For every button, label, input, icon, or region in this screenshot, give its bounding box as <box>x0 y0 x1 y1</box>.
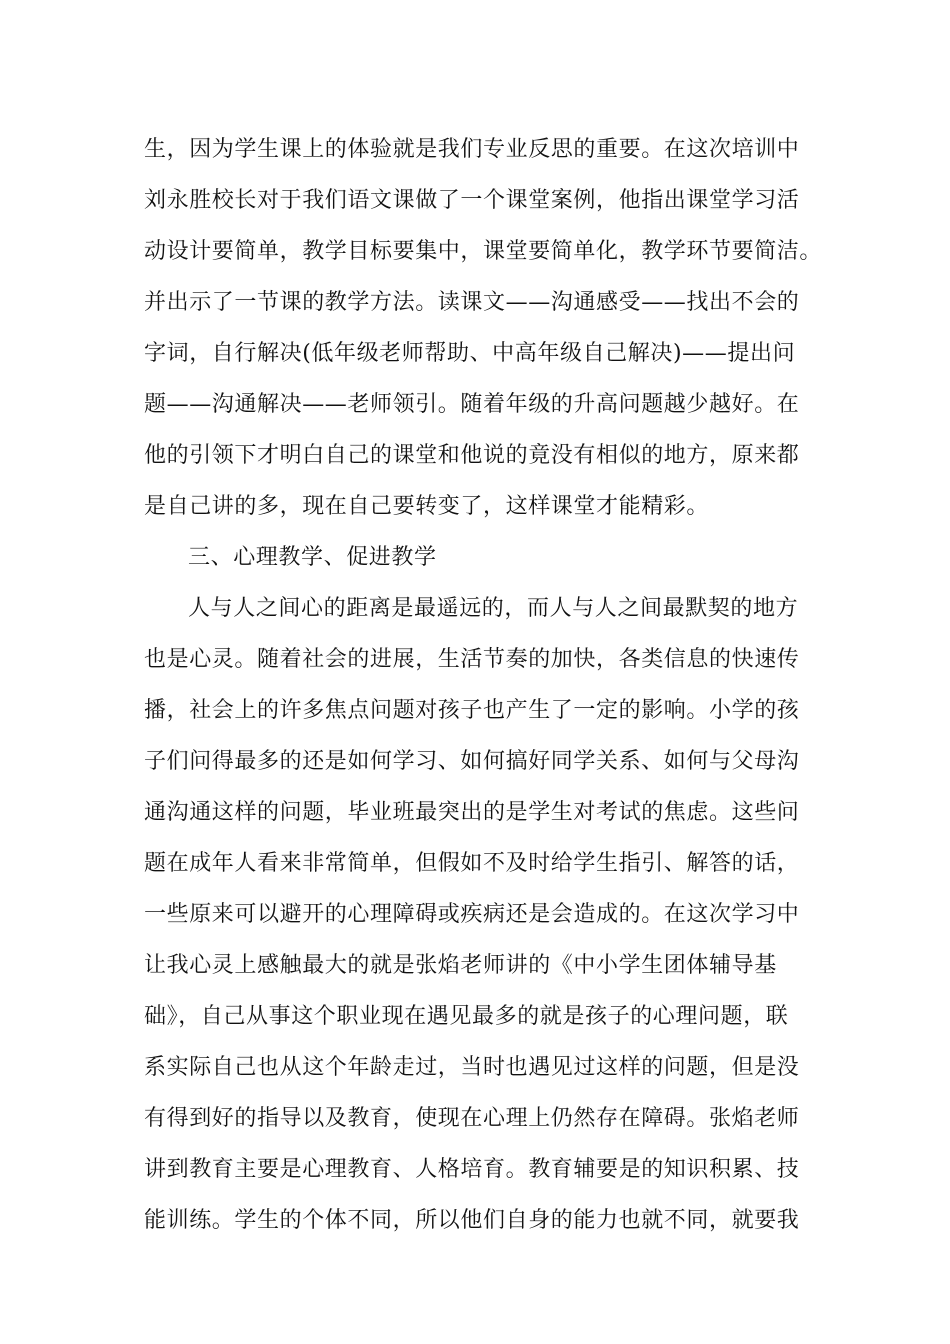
body-text-line: 能训练。学生的个体不同，所以他们自身的能力也就不同，就要我 <box>144 1208 800 1233</box>
body-text-line: 他的引领下才明白自己的课堂和他说的竟没有相似的地方，原来都 <box>144 443 800 468</box>
body-text-line: 通沟通这样的问题，毕业班最突出的是学生对考试的焦虑。这些问 <box>144 800 800 825</box>
body-text-line: 有得到好的指导以及教育，使现在心理上仍然存在障碍。张焰老师 <box>144 1106 800 1131</box>
body-text-line: 生，因为学生课上的体验就是我们专业反思的重要。在这次培训中 <box>144 137 800 162</box>
body-text-line: 刘永胜校长对于我们语文课做了一个课堂案例，他指出课堂学习活 <box>144 188 800 213</box>
body-text-line: 是自己讲的多，现在自己要转变了，这样课堂才能精彩。 <box>144 494 710 519</box>
body-text-line: 系实际自己也从这个年龄走过，当时也遇见过这样的问题，但是没 <box>144 1055 800 1080</box>
body-text-line: 础》，自己从事这个职业现在遇见最多的就是孩子的心理问题，联 <box>144 1004 789 1029</box>
section-heading: 三、心理教学、促进教学 <box>188 545 437 570</box>
body-text-line: 人与人之间心的距离是最遥远的，而人与人之间最默契的地方 <box>188 596 799 621</box>
body-text-line: 也是心灵。随着社会的进展，生活节奏的加快，各类信息的快速传 <box>144 647 800 672</box>
body-text-line: 动设计要简单，教学目标要集中，课堂要简单化，教学环节要简洁。 <box>144 239 823 264</box>
body-text-line: 一些原来可以避开的心理障碍或疾病还是会造成的。在这次学习中 <box>144 902 800 927</box>
body-text-line: 并出示了一节课的教学方法。读课文——沟通感受——找出不会的 <box>144 290 800 315</box>
body-text-line: 播，社会上的许多焦点问题对孩子也产生了一定的影响。小学的孩 <box>144 698 800 723</box>
body-text-line: 讲到教育主要是心理教育、人格培育。教育辅要是的知识积累、技 <box>144 1157 800 1182</box>
body-text-line: 字词，自行解决(低年级老师帮助、中高年级自己解决)——提出问 <box>144 341 796 366</box>
body-text-line: 让我心灵上感触最大的就是张焰老师讲的《中小学生团体辅导基 <box>144 953 777 978</box>
body-text-line: 题在成年人看来非常简单，但假如不及时给学生指引、解答的话， <box>144 851 800 876</box>
body-text-line: 题——沟通解决——老师领引。随着年级的升高问题越少越好。在 <box>144 392 800 417</box>
body-text-line: 子们问得最多的还是如何学习、如何搞好同学关系、如何与父母沟 <box>144 749 800 774</box>
